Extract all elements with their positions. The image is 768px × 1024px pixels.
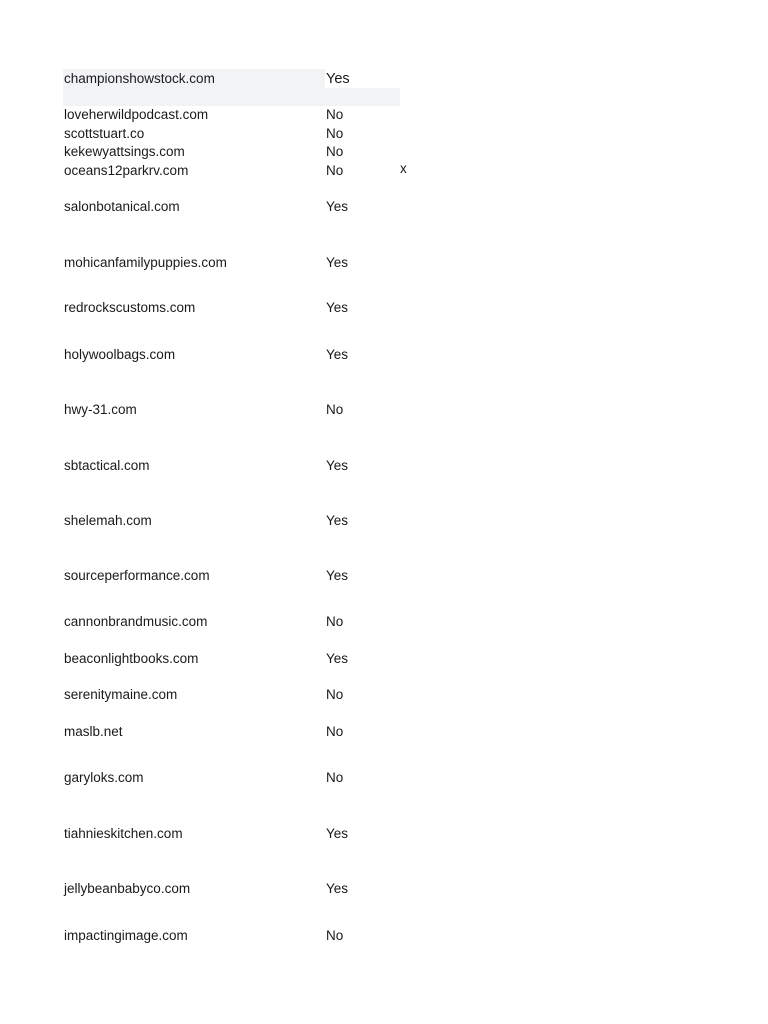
- table-row: [0, 143, 768, 161]
- table-row: [0, 825, 768, 843]
- domain-cell: cannonbrandmusic.com: [64, 614, 208, 629]
- table-row: [0, 512, 768, 530]
- domain-cell: serenitymaine.com: [64, 687, 178, 702]
- domain-cell: kekewyattsings.com: [64, 144, 185, 159]
- value-cell: No: [326, 402, 344, 417]
- table-row: [0, 162, 768, 180]
- value-cell: Yes: [326, 199, 349, 214]
- domain-cell: sourceperformance.com: [64, 568, 210, 583]
- table-row: [0, 769, 768, 787]
- value-cell: No: [326, 928, 344, 943]
- value-cell: Yes: [326, 513, 349, 528]
- table-row: [0, 125, 768, 143]
- table-row: [0, 567, 768, 585]
- value-cell: Yes: [326, 826, 349, 841]
- value-cell: Yes: [326, 300, 349, 315]
- table-row: [0, 401, 768, 419]
- domain-cell: championshowstock.com: [64, 71, 215, 86]
- domain-cell: shelemah.com: [64, 513, 152, 528]
- table-row: [0, 927, 768, 945]
- value-cell: Yes: [326, 651, 349, 666]
- domain-cell: maslb.net: [64, 724, 123, 739]
- table-row: [0, 880, 768, 898]
- value-cell: No: [326, 687, 344, 702]
- table-row: [0, 70, 768, 88]
- domain-cell: beaconlightbooks.com: [64, 651, 199, 666]
- domain-cell: holywoolbags.com: [64, 347, 176, 362]
- value-cell: Yes: [326, 71, 350, 87]
- domain-cell: oceans12parkrv.com: [64, 163, 189, 178]
- domain-cell: impactingimage.com: [64, 928, 188, 943]
- table-row: [0, 613, 768, 631]
- table-row: [0, 198, 768, 216]
- domain-cell: tiahnieskitchen.com: [64, 826, 183, 841]
- value-cell: No: [326, 107, 344, 122]
- value-cell: Yes: [326, 255, 349, 270]
- value-cell: No: [326, 724, 344, 739]
- domain-cell: loveherwildpodcast.com: [64, 107, 209, 122]
- table-row: [0, 299, 768, 317]
- table-row: [0, 254, 768, 272]
- domain-cell: scottstuart.co: [64, 126, 145, 141]
- table-row: [0, 650, 768, 668]
- value-cell: No: [326, 126, 344, 141]
- domain-cell: jellybeanbabyco.com: [64, 881, 191, 896]
- table-row: [0, 686, 768, 704]
- domain-cell: garyloks.com: [64, 770, 144, 785]
- value-cell: Yes: [326, 881, 349, 896]
- value-cell: Yes: [326, 347, 349, 362]
- value-cell: No: [326, 163, 344, 178]
- domain-cell: mohicanfamilypuppies.com: [64, 255, 227, 270]
- value-cell: No: [326, 144, 344, 159]
- highlighted-cell-value: [325, 88, 400, 106]
- table-row: [0, 106, 768, 124]
- value-cell: Yes: [326, 568, 349, 583]
- domain-cell: hwy-31.com: [64, 402, 137, 417]
- value-cell: Yes: [326, 458, 349, 473]
- domain-cell: salonbotanical.com: [64, 199, 180, 214]
- domain-cell: sbtactical.com: [64, 458, 150, 473]
- table-row: [0, 723, 768, 741]
- mark-cell: x: [400, 161, 407, 176]
- value-cell: No: [326, 770, 344, 785]
- table-row: [0, 457, 768, 475]
- value-cell: No: [326, 614, 344, 629]
- table-row: [0, 346, 768, 364]
- domain-cell: redrockscustoms.com: [64, 300, 196, 315]
